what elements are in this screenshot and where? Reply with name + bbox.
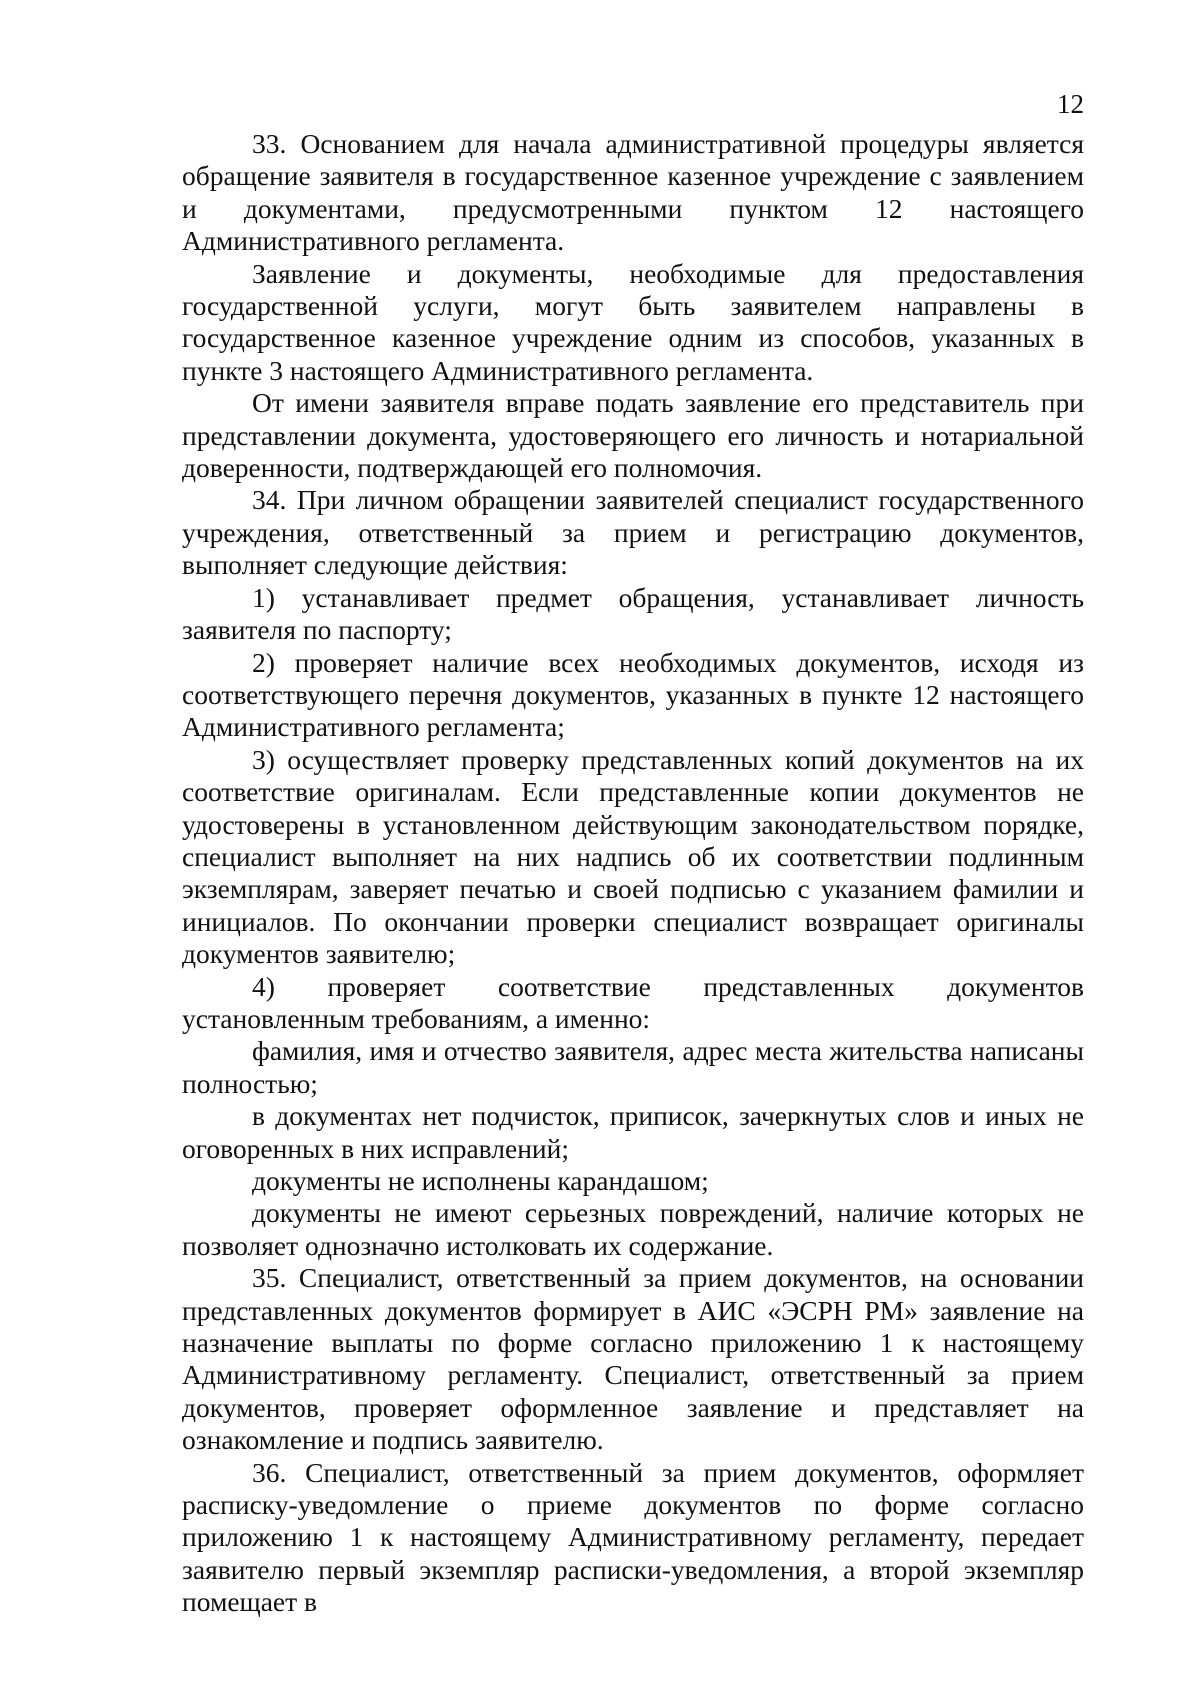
paragraph-representative: От имени заявителя вправе подать заявление его представитель при представлении документа, удостоверяющего его личность и нотариальной доверенности, подтверждающей его полномочия.	[182, 387, 1084, 484]
paragraph-35: 35. Специалист, ответственный за прием документов, на основании представленных документов формирует в АИС «ЭСРН РМ» заявление на назначение выплаты по форме согласно приложению 1 к настоящему Административному регламенту. Специалист, ответственный за прием документов, проверяет оформленное заявление и представляет на ознакомление и подпись заявителю.	[182, 1262, 1084, 1456]
requirement-no-pencil: документы не исполнены карандашом;	[252, 1165, 709, 1196]
page-number: 12	[1057, 89, 1084, 119]
paragraph-33: 33. Основанием для начала административной процедуры является обращение заявителя в государственное казенное учреждение с заявлением и документами, предусмотренными пунктом 12 настоящего Административного регламента.	[182, 128, 1084, 257]
list-item-4: 4) проверяет соответствие представленных документов установленным требованиям, а именно:	[182, 970, 1084, 1034]
requirement-no-corrections: в документах нет подчисток, приписок, зачеркнутых слов и иных не оговоренных в них исправлений;	[182, 1100, 1084, 1164]
list-item-1: 1) устанавливает предмет обращения, устанавливает личность заявителя по паспорту;	[182, 581, 1084, 646]
paragraph-submission-methods: Заявление и документы, необходимые для предоставления государственной услуги, могут быть заявителем направлены в государственное казенное учреждение одним из способов, указанных в пункте 3 настоящего Административного регламента.	[182, 257, 1084, 386]
requirement-no-damage: документы не имеют серьезных повреждений, наличие которых не позволяет однозначно истолковать их содержание.	[182, 1197, 1084, 1261]
list-item-2: 2) проверяет наличие всех необходимых документов, исходя из соответствующего перечня документов, указанных в пункте 12 настоящего Административного регламента;	[182, 646, 1084, 743]
document-body	[182, 128, 1084, 1619]
paragraph-36: 36. Специалист, ответственный за прием документов, оформляет расписку-уведомление о приеме документов по форме согласно приложению 1 к настоящему Административному регламенту, передает заявителю первый экземпляр расписки-уведомления, а второй экземпляр помещает в	[182, 1456, 1084, 1618]
requirement-full-name: фамилия, имя и отчество заявителя, адрес места жительства написаны полностью;	[182, 1035, 1084, 1099]
list-item-3: 3) осуществляет проверку представленных копий документов на их соответствие оригиналам. Если представленные копии документов не удостоверены в установленном действующим законодательством порядке, специалист выполняет на них надпись об их соответствии подлинным экземплярам, заверяет печатью и своей подписью с указанием фамилии и инициалов. По окончании проверки специалист возвращает оригиналы документов заявителю;	[182, 743, 1084, 970]
paragraph-34: 34. При личном обращении заявителей специалист государственного учреждения, ответственный за прием и регистрацию документов, выполняет следующие действия:	[182, 484, 1084, 581]
